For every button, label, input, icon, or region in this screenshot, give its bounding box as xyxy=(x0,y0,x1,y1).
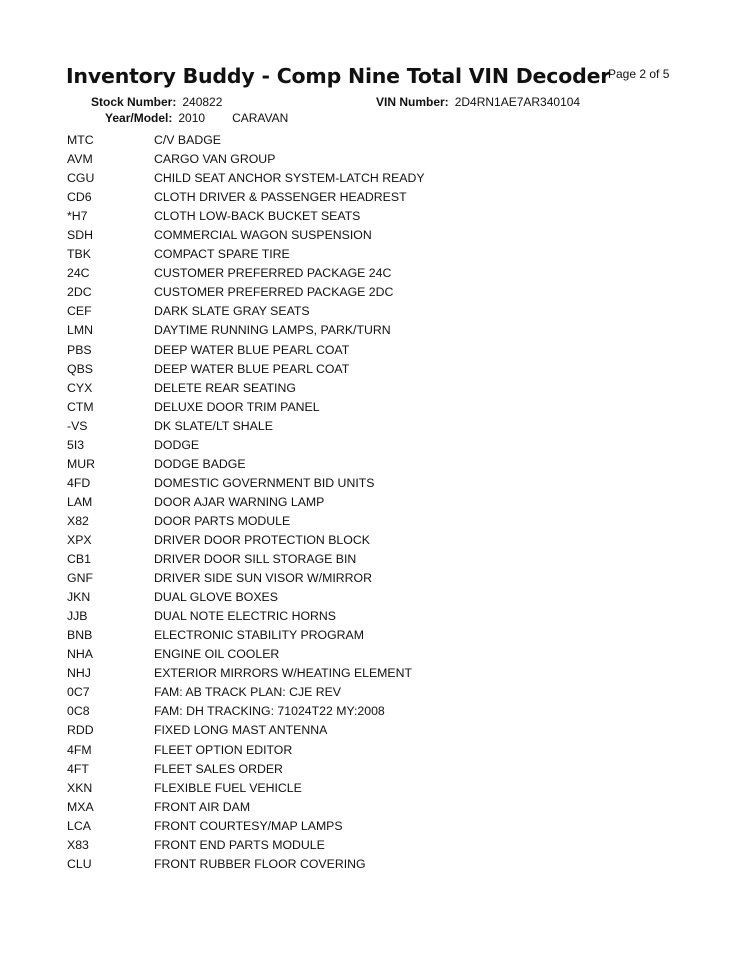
option-code: CD6 xyxy=(67,190,92,205)
option-row xyxy=(67,169,425,188)
option-description: CUSTOMER PREFERRED PACKAGE 24C xyxy=(154,266,392,281)
option-code: XKN xyxy=(67,780,93,795)
option-row xyxy=(67,836,425,855)
option-code-list xyxy=(67,131,425,874)
year-value: 2010 xyxy=(178,111,206,125)
option-row xyxy=(67,226,425,245)
option-row xyxy=(67,760,425,779)
option-code: SDH xyxy=(67,228,93,243)
option-code: X83 xyxy=(67,837,89,852)
option-code: MUR xyxy=(67,456,96,471)
year-model-label: Year/Model: xyxy=(105,111,173,125)
option-code: AVM xyxy=(67,152,93,167)
option-row xyxy=(67,321,425,340)
page-number: Page 2 of 5 xyxy=(608,67,670,81)
option-description: COMPACT SPARE TIRE xyxy=(154,247,290,262)
option-description: FLEET OPTION EDITOR xyxy=(154,742,293,757)
stock-number xyxy=(91,95,222,109)
stock-number-label: Stock Number: xyxy=(91,95,177,109)
option-code: 4FT xyxy=(67,761,89,776)
option-description: CARGO VAN GROUP xyxy=(154,152,276,167)
option-code: JJB xyxy=(67,609,88,624)
option-row xyxy=(67,855,425,874)
option-description: DODGE BADGE xyxy=(154,456,246,471)
vin-number-label: VIN Number: xyxy=(376,95,449,109)
option-code: BNB xyxy=(67,628,93,643)
option-description: FLEET SALES ORDER xyxy=(154,761,283,776)
option-code: 4FM xyxy=(67,742,92,757)
option-row xyxy=(67,721,425,740)
option-description: FRONT RUBBER FLOOR COVERING xyxy=(154,856,366,871)
option-code: CB1 xyxy=(67,552,91,567)
option-row xyxy=(67,645,425,664)
option-description: CLOTH DRIVER & PASSENGER HEADREST xyxy=(154,190,407,205)
option-row xyxy=(67,702,425,721)
option-description: DOOR AJAR WARNING LAMP xyxy=(154,494,325,509)
option-code: CEF xyxy=(67,304,92,319)
option-row xyxy=(67,360,425,379)
option-row xyxy=(67,493,425,512)
option-code: CYX xyxy=(67,380,93,395)
option-code: -VS xyxy=(67,418,88,433)
option-code: QBS xyxy=(67,361,93,376)
option-description: CHILD SEAT ANCHOR SYSTEM-LATCH READY xyxy=(154,171,425,186)
option-row xyxy=(67,588,425,607)
option-description: DAYTIME RUNNING LAMPS, PARK/TURN xyxy=(154,323,391,338)
option-row xyxy=(67,379,425,398)
option-code: MXA xyxy=(67,799,94,814)
option-description: DK SLATE/LT SHALE xyxy=(154,418,273,433)
stock-number-value: 240822 xyxy=(182,95,223,109)
option-code: 2DC xyxy=(67,285,92,300)
option-code: NHA xyxy=(67,647,93,662)
option-row xyxy=(67,188,425,207)
option-row xyxy=(67,398,425,417)
option-code: LAM xyxy=(67,494,93,509)
option-code: MTC xyxy=(67,133,94,147)
option-description: FIXED LONG MAST ANTENNA xyxy=(154,723,328,738)
option-description: DELUXE DOOR TRIM PANEL xyxy=(154,399,320,414)
option-description: EXTERIOR MIRRORS W/HEATING ELEMENT xyxy=(154,666,413,681)
option-row xyxy=(67,341,425,360)
option-code: PBS xyxy=(67,342,92,357)
option-description: CUSTOMER PREFERRED PACKAGE 2DC xyxy=(154,285,394,300)
option-description: FRONT COURTESY/MAP LAMPS xyxy=(154,818,343,833)
option-row xyxy=(67,150,425,169)
option-row xyxy=(67,417,425,436)
option-row xyxy=(67,607,425,626)
option-code: 0C8 xyxy=(67,704,90,719)
option-description: ELECTRONIC STABILITY PROGRAM xyxy=(154,628,364,643)
option-description: DOOR PARTS MODULE xyxy=(154,513,291,528)
option-code: CLU xyxy=(67,856,92,871)
option-description: DRIVER DOOR SILL STORAGE BIN xyxy=(154,552,357,567)
vin-number-value: 2D4RN1AE7AR340104 xyxy=(454,95,581,109)
option-description: CLOTH LOW-BACK BUCKET SEATS xyxy=(154,209,361,224)
year-model xyxy=(105,111,288,125)
option-row xyxy=(67,817,425,836)
option-description: FRONT AIR DAM xyxy=(154,799,251,814)
option-row xyxy=(67,779,425,798)
option-description: DUAL GLOVE BOXES xyxy=(154,590,278,605)
option-description: COMMERCIAL WAGON SUSPENSION xyxy=(154,228,372,243)
option-row xyxy=(67,683,425,702)
option-code: XPX xyxy=(67,532,92,547)
option-code: NHJ xyxy=(67,666,91,681)
option-code: *H7 xyxy=(67,209,88,224)
option-row xyxy=(67,531,425,550)
option-description: DEEP WATER BLUE PEARL COAT xyxy=(154,361,350,376)
option-row xyxy=(67,474,425,493)
page-title: Inventory Buddy - Comp Nine Total VIN Decoder xyxy=(66,64,611,88)
option-row xyxy=(67,798,425,817)
option-row xyxy=(67,264,425,283)
option-row xyxy=(67,302,425,321)
option-description: FRONT END PARTS MODULE xyxy=(154,837,325,852)
option-description: DRIVER DOOR PROTECTION BLOCK xyxy=(154,532,370,547)
option-row xyxy=(67,664,425,683)
option-row xyxy=(67,455,425,474)
option-row xyxy=(67,245,425,264)
vin-number xyxy=(376,95,580,109)
option-row xyxy=(67,741,425,760)
option-description: DEEP WATER BLUE PEARL COAT xyxy=(154,342,350,357)
option-code: RDD xyxy=(67,723,94,738)
option-code: 0C7 xyxy=(67,685,90,700)
option-code: JKN xyxy=(67,590,91,605)
option-code: LMN xyxy=(67,323,93,338)
option-code: CTM xyxy=(67,399,94,414)
option-code: 5I3 xyxy=(67,437,85,452)
option-description: DUAL NOTE ELECTRIC HORNS xyxy=(154,609,336,624)
option-code: X82 xyxy=(67,513,89,528)
option-row xyxy=(67,512,425,531)
option-row xyxy=(67,569,425,588)
option-row xyxy=(67,626,425,645)
option-description: DELETE REAR SEATING xyxy=(154,380,296,395)
option-description: DRIVER SIDE SUN VISOR W/MIRROR xyxy=(154,571,372,586)
model-value: CARAVAN xyxy=(232,111,289,125)
option-row xyxy=(67,550,425,569)
option-code: 24C xyxy=(67,266,90,281)
option-description: DARK SLATE GRAY SEATS xyxy=(154,304,310,319)
option-code: LCA xyxy=(67,818,91,833)
option-description: ENGINE OIL COOLER xyxy=(154,647,280,662)
option-row xyxy=(67,131,425,150)
option-description: DODGE xyxy=(154,437,200,452)
option-code: 4FD xyxy=(67,475,91,490)
option-row xyxy=(67,436,425,455)
option-description: DOMESTIC GOVERNMENT BID UNITS xyxy=(154,475,375,490)
option-row xyxy=(67,283,425,302)
option-row xyxy=(67,207,425,226)
option-description: FAM: DH TRACKING: 71024T22 MY:2008 xyxy=(154,704,385,719)
option-code: TBK xyxy=(67,247,91,262)
option-code: CGU xyxy=(67,171,95,186)
option-description: FAM: AB TRACK PLAN: CJE REV xyxy=(154,685,342,700)
option-code: GNF xyxy=(67,571,93,586)
option-description: C/V BADGE xyxy=(154,133,221,147)
option-description: FLEXIBLE FUEL VEHICLE xyxy=(154,780,302,795)
